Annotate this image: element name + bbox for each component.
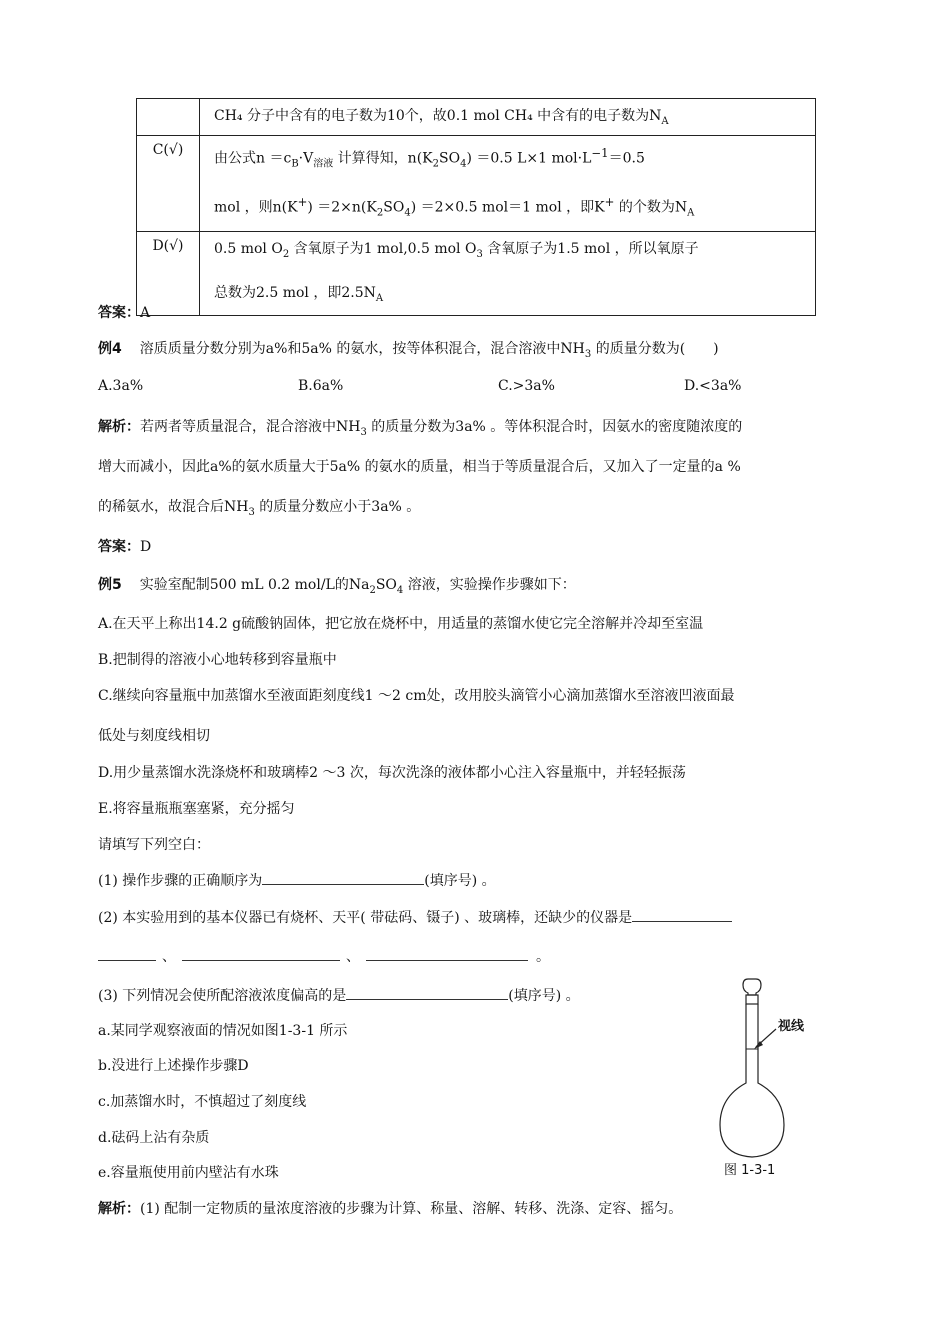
question-3	[98, 985, 580, 1005]
answer-label: 答案：	[98, 539, 140, 555]
step-e: E.将容量瓶瓶塞塞紧，充分摇匀	[98, 801, 295, 817]
option-item-a: a.某同学观察液面的情况如图1-3-1 所示	[98, 1023, 348, 1039]
row-c-line1: 由公式$n =c_B\cdot V_{溶液}$ 计算得知，$n(K_2SO_4) =0.5$ L×1 $mol\cdot L^{-1}=0.5$	[214, 145, 645, 170]
answer-label: 答案：	[98, 305, 140, 321]
option-a: A.3a%	[98, 378, 144, 394]
option-item-b: b.没进行上述操作步骤D	[98, 1058, 249, 1074]
example-4-text: 溶质质量分数分别为a%和5a% 的氨水，按等体积混合，混合溶液中$NH_3$ 的质量分数为( )	[139, 341, 719, 360]
answer-value: A	[140, 305, 151, 321]
step-c-cont: 低处与刻度线相切	[98, 728, 210, 744]
table-row-c-label: C(√)	[137, 135, 200, 231]
option-b: B.6a%	[298, 378, 344, 394]
answer-blank-3[interactable]	[346, 985, 508, 1000]
row-d-line1: 0.5 mol $O_2$ 含氧原子为1 mol,0.5 mol $O_3$ 含氧原子为1.5 mol ，所以氧原子	[214, 240, 699, 260]
example-5-label: 例5	[98, 577, 122, 593]
question-2-text: (2) 本实验用到的基本仪器已有烧杯、天平( 带砝码、镊子) 、玻璃棒，还缺少的仪器是	[98, 910, 633, 926]
analysis-text: (1) 配制一定物质的量浓度溶液的步骤为计算、称量、溶解、转移、洗涤、定容、摇匀。	[140, 1201, 683, 1217]
step-c: C.继续向容量瓶中加蒸馏水至液面距刻度线1 ～2 cm处，改用胶头滴管小心滴加蒸馏水至溶液凹液面最	[98, 688, 735, 704]
answer-blank-2a-cont[interactable]	[98, 946, 156, 961]
analysis-text-1: 若两者等质量混合，混合溶液中$NH_3$ 的质量分数为3a% 。等体积混合时，因氨水的密度随浓度的	[140, 419, 743, 438]
example-4-analysis-1	[98, 416, 742, 438]
step-b: B.把制得的溶液小心地转移到容量瓶中	[98, 652, 337, 668]
question-2-end: 。	[536, 949, 550, 965]
table-row-c	[200, 135, 816, 231]
question-2	[98, 907, 732, 927]
answer-line-1	[98, 302, 150, 322]
example-5-text: 实验室配制500 mL 0.2 mol/L的$Na_2SO_4$ 溶液，实验操作步骤如下：	[139, 577, 576, 596]
answer-value: D	[140, 539, 152, 555]
answer-line-2	[98, 536, 151, 556]
option-item-e: e.容量瓶使用前内壁沾有水珠	[98, 1165, 279, 1181]
option-d: D.<3a%	[684, 378, 742, 394]
row-c-line2: mol ，则$n(K^+) =2\times n(K_2SO_4) =2\times 0.5$ mol＝1 mol ，即K+ 的个数为$N_A$	[214, 195, 695, 219]
fill-prompt: 请填写下列空白：	[98, 837, 210, 853]
separator: 、	[346, 949, 360, 965]
table-row-b	[200, 99, 816, 136]
question-1-text: (1) 操作步骤的正确顺序为	[98, 873, 263, 889]
row-d-line2: 总数为2.5 mol ，即$2.5N_A$	[214, 284, 384, 304]
question-3-suffix: (填序号) 。	[508, 988, 580, 1004]
row-b-text: CH₄ 分子中含有的电子数为10个，故0.1 mol CH₄ 中含有的电子数为$N_A$	[214, 108, 669, 127]
volumetric-flask-figure	[710, 975, 830, 1185]
question-3-text: (3) 下列情况会使所配溶液浓度偏高的是	[98, 988, 347, 1004]
figure-caption: 图 1-3-1	[724, 1163, 776, 1178]
question-1	[98, 870, 496, 890]
table-row-b-label	[137, 99, 200, 136]
answer-blank-1[interactable]	[262, 870, 424, 885]
table-row-d-label: D(√)	[137, 231, 200, 316]
step-d: D.用少量蒸馏水洗涤烧杯和玻璃棒2 ～3 次，每次洗涤的液体都小心注入容量瓶中，并轻轻振荡	[98, 765, 686, 781]
step-a: A.在天平上称出14.2 g硫酸钠固体，把它放在烧杯中，用适量的蒸馏水使它完全溶解并冷却至室温	[98, 616, 704, 632]
analysis-table	[136, 98, 816, 316]
separator: 、	[162, 949, 176, 965]
answer-blank-2c[interactable]	[366, 946, 528, 961]
option-item-d: d.砝码上沾有杂质	[98, 1130, 210, 1146]
sight-line-label: 视线	[778, 1019, 805, 1034]
question-1-suffix: (填序号) 。	[424, 873, 496, 889]
example-5-question	[98, 574, 576, 596]
example-5-analysis	[98, 1198, 682, 1218]
option-item-c: c.加蒸馏水时，不慎超过了刻度线	[98, 1094, 307, 1110]
answer-blank-2b[interactable]	[182, 946, 340, 961]
example-4-analysis-2: 增大而减小，因此a%的氨水质量大于5a% 的氨水的质量，相当于等质量混合后，又加入了一定量的a %	[98, 459, 741, 475]
example-4-analysis-3: 的稀氨水，故混合后$NH_3$ 的质量分数应小于3a% 。	[98, 499, 421, 518]
analysis-label: 解析：	[98, 419, 140, 435]
option-c: C.>3a%	[498, 378, 555, 394]
example-4-question	[98, 338, 719, 360]
analysis-label: 解析：	[98, 1201, 140, 1217]
example-4-label: 例4	[98, 341, 122, 357]
answer-blank-2a[interactable]	[632, 907, 732, 922]
volumetric-flask-icon	[710, 975, 830, 1185]
question-2-cont	[98, 946, 550, 966]
table-row-d	[200, 231, 816, 316]
